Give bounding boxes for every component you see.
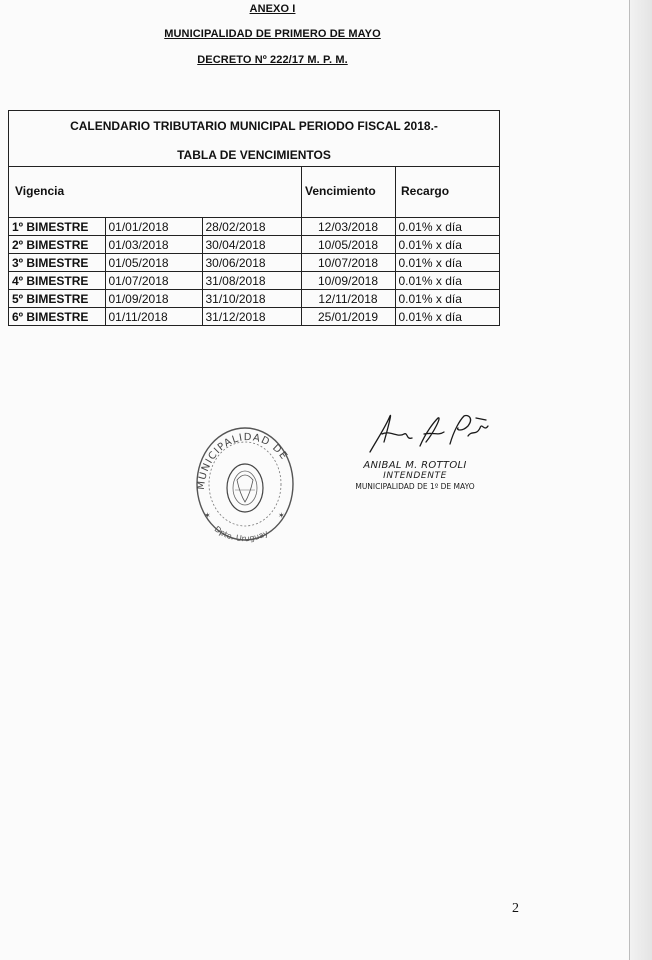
seal-bottom-text: Dpto. Uruguay — [212, 524, 270, 544]
due-dates-grid — [9, 217, 499, 325]
annex-heading: ANEXO I — [249, 3, 296, 15]
period-cell: 1º BIMESTRE — [9, 218, 105, 236]
end-date-cell: 28/02/2018 — [202, 218, 301, 236]
column-header-vigencia: Vigencia — [15, 184, 65, 198]
table-row — [9, 254, 499, 272]
table-row — [9, 236, 499, 254]
start-date-cell: 01/01/2018 — [105, 218, 202, 236]
due-dates-table — [8, 110, 500, 326]
surcharge-cell: 0.01% x día — [395, 236, 499, 254]
period-cell: 2º BIMESTRE — [9, 236, 105, 254]
table-divider — [9, 166, 499, 167]
start-date-cell: 01/07/2018 — [105, 272, 202, 290]
surcharge-cell: 0.01% x día — [395, 290, 499, 308]
column-header-recargo: Recargo — [401, 184, 450, 198]
surcharge-cell: 0.01% x día — [395, 218, 499, 236]
start-date-cell: 01/11/2018 — [105, 308, 202, 326]
table-title: CALENDARIO TRIBUTARIO MUNICIPAL PERIODO FISCAL 2018.- — [70, 119, 438, 133]
end-date-cell: 31/10/2018 — [202, 290, 301, 308]
end-date-cell: 31/08/2018 — [202, 272, 301, 290]
table-row — [9, 290, 499, 308]
column-divider — [301, 166, 302, 218]
due-date-cell: 12/03/2018 — [301, 218, 395, 236]
table-row — [9, 308, 499, 326]
surcharge-cell: 0.01% x día — [395, 308, 499, 326]
seal-stamp — [190, 418, 300, 548]
decree-heading: DECRETO Nº 222/17 M. P. M. — [197, 54, 348, 66]
period-cell: 5º BIMESTRE — [9, 290, 105, 308]
period-cell: 3º BIMESTRE — [9, 254, 105, 272]
svg-text:✶: ✶ — [204, 511, 211, 520]
municipality-heading: MUNICIPALIDAD DE PRIMERO DE MAYO — [164, 28, 381, 40]
due-date-cell: 10/07/2018 — [301, 254, 395, 272]
signatory-organization: MUNICIPALIDAD DE 1º DE MAYO — [355, 482, 475, 491]
table-row — [9, 218, 499, 236]
column-header-vencimiento: Vencimiento — [305, 184, 376, 198]
due-date-cell: 10/05/2018 — [301, 236, 395, 254]
surcharge-cell: 0.01% x día — [395, 272, 499, 290]
svg-text:✶: ✶ — [278, 511, 285, 520]
seal-text: MUNICIPALIDAD DE — [195, 432, 290, 491]
due-date-cell: 12/11/2018 — [301, 290, 395, 308]
signatory-title: INTENDENTE — [383, 471, 447, 481]
signature — [364, 408, 494, 458]
signature-block — [345, 460, 485, 491]
due-date-cell: 25/01/2019 — [301, 308, 395, 326]
period-cell: 6º BIMESTRE — [9, 308, 105, 326]
end-date-cell: 30/06/2018 — [202, 254, 301, 272]
handwritten-signature — [364, 408, 494, 458]
municipal-seal — [190, 418, 300, 548]
column-divider — [395, 166, 396, 218]
page-number: 2 — [512, 901, 519, 916]
start-date-cell: 01/03/2018 — [105, 236, 202, 254]
svg-text:Dpto. Uruguay — [213, 524, 270, 543]
start-date-cell: 01/05/2018 — [105, 254, 202, 272]
start-date-cell: 01/09/2018 — [105, 290, 202, 308]
page-edge — [629, 0, 652, 960]
table-row — [9, 272, 499, 290]
table-subtitle: TABLA DE VENCIMIENTOS — [177, 148, 331, 162]
signatory-name: ANIBAL M. ROTTOLI — [363, 460, 467, 471]
period-cell: 4º BIMESTRE — [9, 272, 105, 290]
end-date-cell: 31/12/2018 — [202, 308, 301, 326]
surcharge-cell: 0.01% x día — [395, 254, 499, 272]
end-date-cell: 30/04/2018 — [202, 236, 301, 254]
due-date-cell: 10/09/2018 — [301, 272, 395, 290]
